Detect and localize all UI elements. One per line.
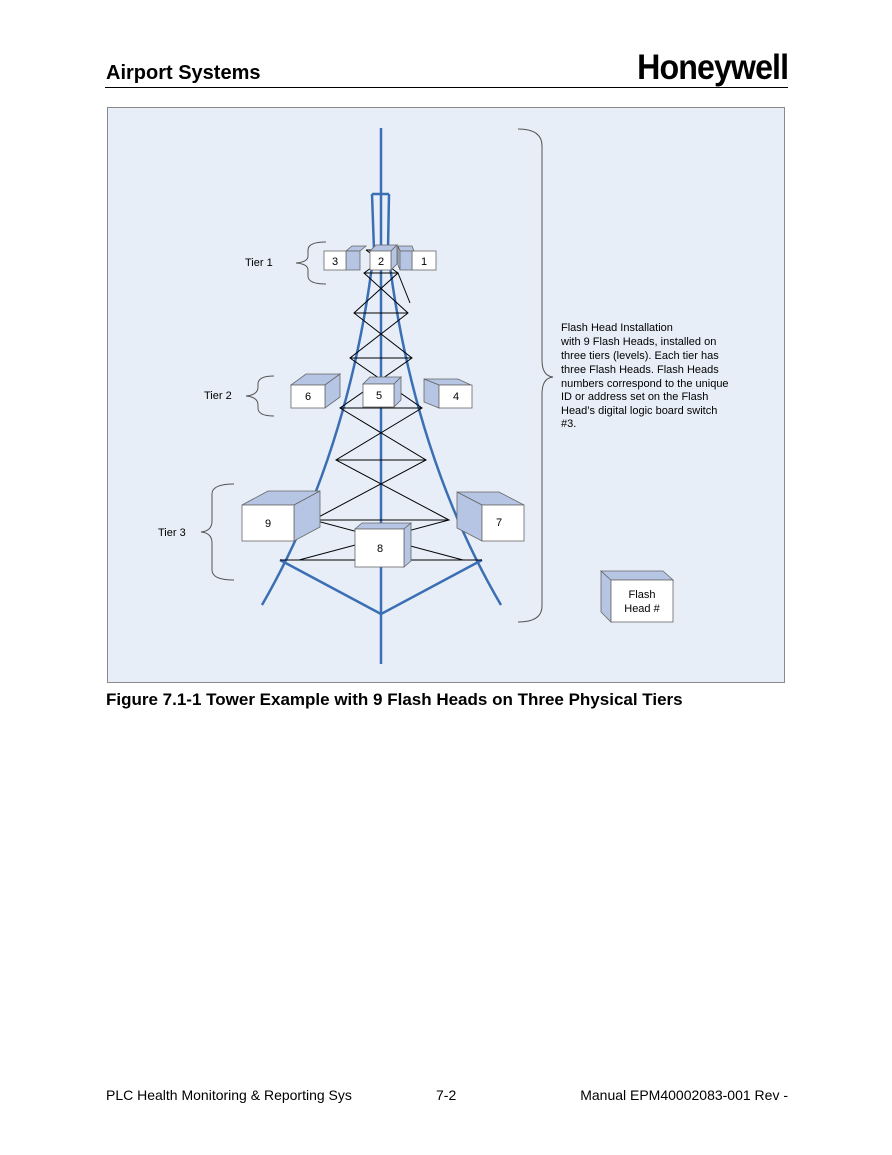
flash-head-1-number: 1 [420, 256, 428, 268]
flash-head-1 [398, 246, 436, 270]
flash-head-4-number: 4 [452, 391, 460, 403]
description-line-3: three tiers (levels). Each tier has [561, 350, 719, 362]
flash-head-8-number: 8 [376, 543, 384, 555]
flash-head-2-number: 2 [377, 256, 385, 268]
footer-page-number: 7-2 [436, 1087, 457, 1103]
footer-manual-number: Manual EPM40002083-001 Rev - [580, 1087, 788, 1103]
legend-line-1: Flash [628, 589, 656, 601]
description-line-6: ID or address set on the Flash [561, 391, 709, 403]
tower-diagram [108, 108, 786, 684]
flash-head-2 [370, 245, 397, 270]
tier-2-label: Tier 2 [204, 390, 232, 402]
installation-description [560, 322, 729, 430]
figure-caption: Figure 7.1-1 Tower Example with 9 Flash Heads on Three Physical Tiers [106, 690, 683, 709]
description-line-2: with 9 Flash Heads, installed on [561, 336, 717, 348]
tier-1-brace [296, 242, 326, 284]
description-line-8: #3. [561, 418, 577, 430]
tier-3-brace [201, 484, 234, 580]
description-brace [518, 129, 553, 622]
flash-head-6-number: 6 [304, 391, 312, 403]
description-line-7: Head’s digital logic board switch [561, 405, 718, 417]
description-line-5: numbers correspond to the unique [561, 378, 729, 390]
footer-document-title: PLC Health Monitoring & Reporting Sys [106, 1087, 352, 1103]
flash-head-8 [355, 523, 411, 567]
flash-head-5-number: 5 [375, 390, 383, 402]
tier-1-label: Tier 1 [245, 257, 273, 269]
tower-figure [107, 107, 785, 683]
tier-2-brace [246, 376, 274, 416]
legend-line-2: Head # [624, 603, 660, 615]
flash-head-3-number: 3 [331, 256, 339, 268]
honeywell-logo: Honeywell [637, 48, 788, 87]
description-line-1: Flash Head Installation [561, 322, 673, 334]
flash-head-9-number: 9 [264, 518, 272, 530]
flash-head-legend [601, 571, 673, 622]
tier-3-label: Tier 3 [158, 527, 186, 539]
flash-head-7-number: 7 [495, 517, 503, 529]
flash-head-7 [457, 492, 524, 541]
flash-head-3 [324, 246, 366, 270]
header-rule [105, 87, 788, 88]
section-title: Airport Systems [106, 62, 261, 84]
flash-head-9 [242, 491, 320, 541]
flash-head-5 [363, 377, 401, 407]
description-line-4: three Flash Heads. Flash Heads [561, 364, 719, 376]
flash-head-4 [424, 379, 472, 408]
flash-head-6 [291, 374, 340, 408]
